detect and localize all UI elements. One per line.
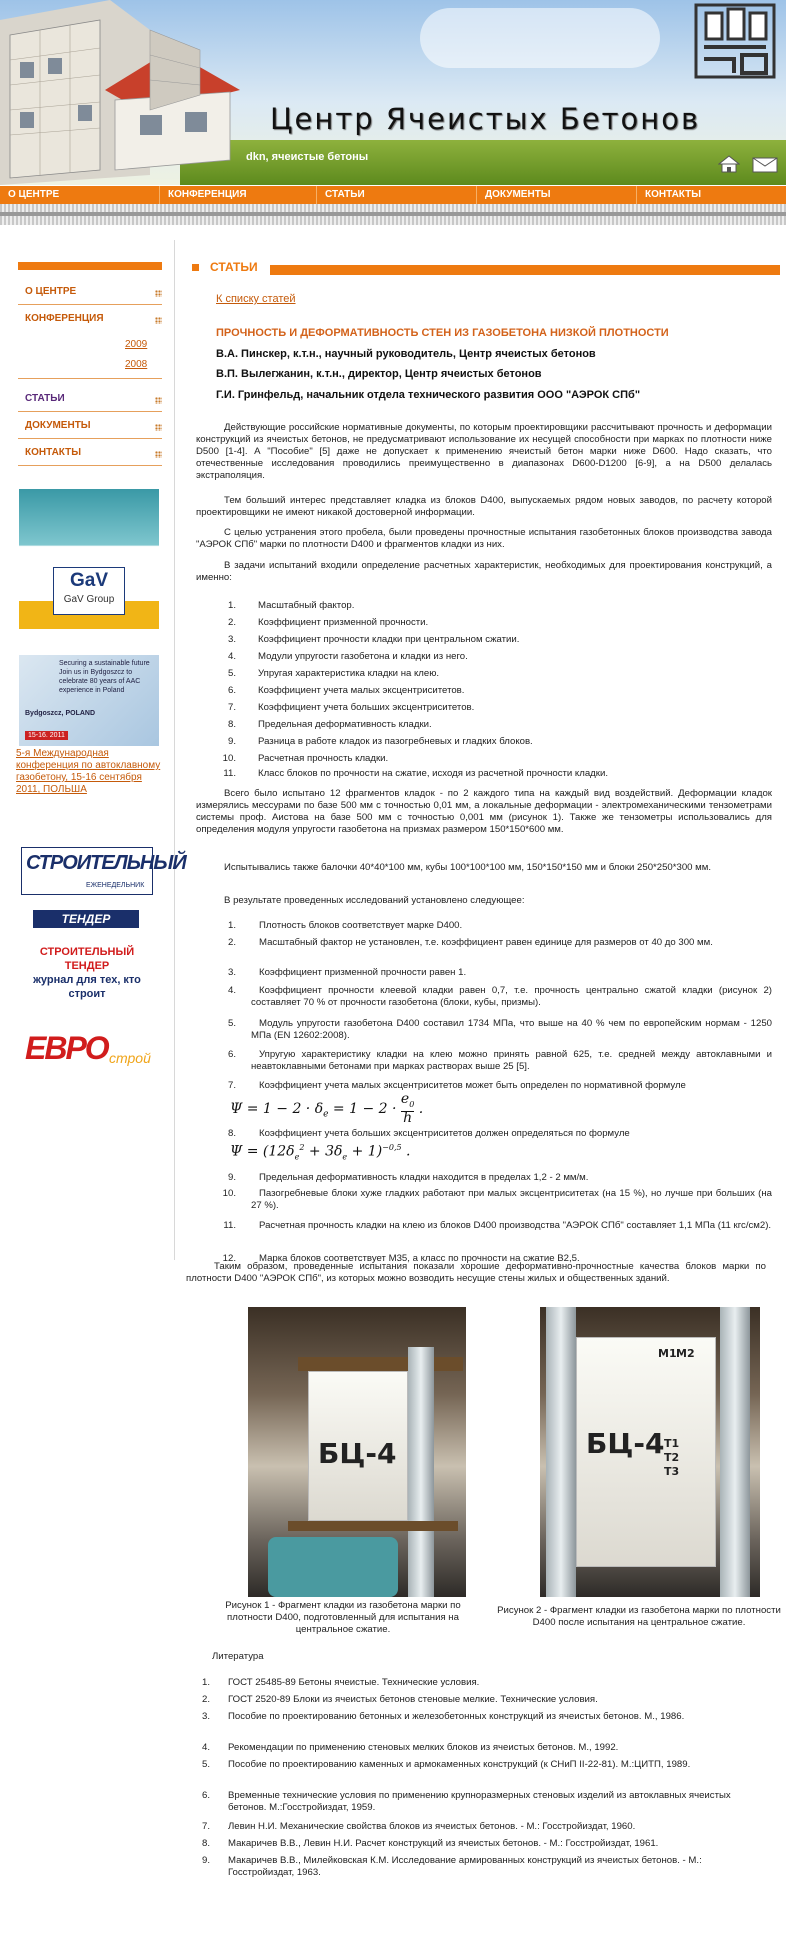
sidebar-item-conference[interactable] [18, 313, 162, 324]
press-column [546, 1307, 576, 1597]
home-icon[interactable] [718, 155, 740, 173]
gav-logo [53, 567, 125, 615]
result-item: 3. Коэффициент призменной прочности равен 1. [227, 967, 467, 978]
press-column [720, 1307, 750, 1597]
site-logo-icon [694, 3, 776, 79]
photo-mark: Т3 [664, 1465, 680, 1478]
sidebar-item-articles[interactable] [18, 393, 162, 404]
list-item: 3. Коэффициент прочности кладки при центральном сжатии. [227, 634, 520, 645]
list-item: 7. Коэффициент учета больших эксцентриситетов. [227, 702, 475, 713]
literature-title: Литература [212, 1651, 264, 1662]
list-item: 6. Коэффициент учета малых эксцентриситетов. [227, 685, 465, 696]
result-item: 1. Плотность блоков соответствует марке D400. [227, 920, 463, 931]
evrostroy-logo-word: ЕВРО [25, 1030, 108, 1066]
result-item: 8. Коэффициент учета больших эксцентриситетов должен определяться по формуле [227, 1128, 630, 1139]
photo-mark: Т1 [664, 1437, 680, 1450]
literature-item: 9. Макаричев В.В., Милейковская К.М. Исследование армированных конструкций из ячеистых бетонов. - М.: Госстройиздат, 1963. [201, 1855, 702, 1878]
tender-line-2: журнал для тех, кто строит [33, 974, 141, 1000]
section-title: СТАТЬИ [210, 260, 264, 274]
topnav-item-about[interactable]: О ЦЕНТРЕ [0, 186, 160, 204]
decorative-stripe-line [0, 212, 786, 216]
author-1: В.А. Пинскер, к.т.н., научный руководитель, Центр ячеистых бетонов [216, 348, 596, 360]
tender-line-1: СТРОИТЕЛЬНЫЙ ТЕНДЕР [39, 946, 135, 972]
site-header [0, 0, 786, 185]
photo-label: БЦ-4 [586, 1427, 665, 1460]
divider [18, 465, 162, 466]
topnav-item-contacts[interactable]: КОНТАКТЫ [645, 189, 702, 200]
literature-item: 7. Левин Н.И. Механические свойства блоков из ячеистых бетонов. - М.: Госстройиздат, 1960. [201, 1821, 636, 1832]
sidebar-item-contacts[interactable] [18, 447, 162, 458]
list-item: 8. Предельная деформативность кладки. [227, 719, 432, 730]
mail-icon[interactable] [752, 157, 778, 173]
literature-item: 2. ГОСТ 2520-89 Блоки из ячеистых бетонов стеновые мелкие. Технические условия. [201, 1694, 598, 1705]
literature-item: 4. Рекомендации по применению стеновых мелких блоков из ячеистых бетонов. М., 1992. [201, 1742, 619, 1753]
formula-small-eccentricity: $\Psi = 1 - 2 \cdot \delta_e = 1 - 2$ · $\frac{e_0}{h}$ . [230, 1091, 424, 1126]
conference-link[interactable]: 5-я Международная конференция по автоклавному газобетону, 15-16 сентября 2011, ПОЛЬША [16, 748, 161, 795]
figure-1-photo [248, 1307, 466, 1597]
list-item: 9. Разница в работе кладок из пазогребневых и гладких блоков. [227, 736, 533, 747]
paragraph-1: Действующие российские нормативные документы, по которым проектировщики рассчитывают прочность и деформации конструкций из ячеистых бетонов, не предусматривают использование их несущей способности при марках по плотности ниже D500 [1-4]. А "Пособие" [5] даже не допускает к применению ячеистый бетон марки ниже D600. Надо сказать, что отечественные исследования проводились преимущественно в диапазонах D600-D1200 [6-9], а на D500 делалась экстраполяция. [196, 422, 772, 481]
evrostroy-logo-stroy: строй [109, 1050, 151, 1066]
literature-item: 6. Временные технические условия по применению крупноразмерных стеновых изделий из автоклавных ячеистых бетонов. М.:Госстройиздат, 1959. [201, 1790, 731, 1813]
divider [18, 304, 162, 305]
dots-icon [155, 290, 162, 297]
result-item: 5. Модуль упругости газобетона D400 составил 1734 МПа, что выше на 40 % чем по европейским нормам - 1250 МПа (EN 12602:2008). [227, 1018, 772, 1041]
section-bar [270, 265, 780, 275]
photo-mark: Т2 [664, 1451, 680, 1464]
figure-2-caption: Рисунок 2 - Фрагмент кладки из газобетона марки по плотности D400 после испытания на центральное сжатие. [497, 1605, 781, 1628]
list-item: 10. Расчетная прочность кладки. [222, 753, 389, 764]
house-illustration [0, 0, 260, 185]
conference-banner-city: Bydgoszcz, POLAND [25, 710, 96, 717]
result-item: 9. Предельная деформативность кладки находится в пределах 1,2 - 2 мм/м. [227, 1172, 589, 1183]
paragraph-2: Тем больший интерес представляет кладка из блоков D400, выпускаемых рядом новых заводов, по расчету которой проектировщики не имеют никакой достоверной информации. [196, 495, 772, 518]
tender-logo[interactable]: ТЕНДЕР [33, 910, 139, 928]
photo-mark: М1 [658, 1347, 677, 1360]
stroitelny-logo-sub: ЕЖЕНЕДЕЛЬНИК [86, 882, 145, 889]
press-column [408, 1347, 434, 1597]
paragraph-7: В результате проведенных исследований установлено следующее: [224, 895, 525, 906]
divider [18, 438, 162, 439]
paragraph-5: Всего было испытано 12 фрагментов кладок - по 2 каждого типа на каждый вид воздействий. Деформации кладок измерялись мессурами по базе 500 мм с точностью 0,01 мм, а локальные деформации - электромеханическими тензометрами системы проф. Аистова на базе 500 мм с точностью 0,001 мм (рисунок 1). Также же тензометры использовались для определения модуля упругости газобетона на призмах размером 150*150*600 мм. [196, 788, 772, 835]
dots-icon [155, 317, 162, 324]
topnav-item-documents[interactable]: ДОКУМЕНТЫ [477, 186, 637, 204]
result-item: 4. Коэффициент прочности клеевой кладки равен 0,7, т.е. прочность центрально сжатой кладки (рисунок 2) составляет 70 % от прочности газобетона (блоки, кубы, призмы). [227, 985, 772, 1008]
result-item: 11. Расчетная прочность кладки на клею из блоков D400 производства "АЭРОК СПб" составляет 1,1 МПа (11 кгс/см2). [223, 1220, 772, 1231]
gav-logo-caption: GaV Group [63, 594, 115, 605]
list-item: 11. Класс блоков по прочности на сжатие, исходя из расчетной прочности кладки. [223, 768, 608, 779]
figure-1-caption: Рисунок 1 - Фрагмент кладки из газобетона марки по плотности D400, подготовленный для испытания на центральное сжатие. [225, 1600, 461, 1635]
photo-mark: М2 [676, 1347, 695, 1360]
sidebar-item-label: О ЦЕНТРЕ [25, 286, 77, 297]
sidebar-year-2009[interactable]: 2009 [125, 339, 148, 350]
photo-label: БЦ-4 [318, 1437, 397, 1470]
tasks-list [216, 597, 772, 781]
sidebar-item-label: КОНФЕРЕНЦИЯ [25, 313, 104, 324]
literature-item: 1. ГОСТ 25485-89 Бетоны ячеистые. Технические условия. [201, 1677, 480, 1688]
paragraph-8: Таким образом, проведенные испытания показали хорошие деформативно-прочностные качества блоков марки по плотности D400 "АЭРОК СПб", из которых можно возводить несущие стены жилых и общественных зданий. [186, 1261, 766, 1284]
top-navigation [0, 186, 786, 204]
sidebar-item-documents[interactable] [18, 420, 162, 431]
figure-2-photo [540, 1307, 760, 1597]
list-item: 2. Коэффициент призменной прочности. [227, 617, 429, 628]
paragraph-4: В задачи испытаний входили определение расчетных характеристик, необходимых для проектирования конструкций, а именно: [196, 560, 772, 583]
article-title: ПРОЧНОСТЬ И ДЕФОРМАТИВНОСТЬ СТЕН ИЗ ГАЗОБЕТОНА НИЗКОЙ ПЛОТНОСТИ [216, 327, 669, 339]
press-base [268, 1537, 398, 1597]
paragraph-3: С целью устранения этого пробела, были проведены прочностные испытания газобетонных блоков производства завода "АЭРОК СПб" марки по плотности D400 и фрагментов кладки из них. [196, 527, 772, 550]
press-plate [298, 1357, 463, 1371]
divider [18, 378, 162, 379]
dots-icon [155, 397, 162, 404]
literature-item: 3. Пособие по проектированию бетонных и железобетонных конструкций из ячеистых бетонов. М., 1986. [201, 1711, 685, 1722]
back-to-articles-link[interactable]: К списку статей [216, 293, 296, 305]
result-item: 7. Коэффициент учета малых эксцентриситетов может быть определен по нормативной формуле [227, 1080, 686, 1091]
site-subtitle: dkn, ячеистые бетоны [246, 151, 369, 163]
site-title: Центр Ячеистых Бетонов [270, 102, 701, 136]
press-plate [288, 1521, 458, 1531]
result-item: 12. Марка блоков соответствует М35, а класс по прочности на сжатие В2,5. [222, 1253, 580, 1264]
result-item: 10. Пазогребневые блоки хуже гладких работают при малых эксцентриситетах (на 15 %), но лучше при больших (на 27 %). [222, 1188, 772, 1211]
sidebar-year-2008[interactable]: 2008 [125, 359, 148, 370]
divider [18, 411, 162, 412]
sidebar-item-label: ДОКУМЕНТЫ [25, 420, 91, 431]
conference-banner[interactable] [19, 655, 159, 746]
literature-item: 5. Пособие по проектированию каменных и армокаменных конструкций (к СНиП II-22-81). М.:ЦИТП, 1989. [201, 1759, 691, 1770]
paragraph-6: Испытывались также балочки 40*40*100 мм, кубы 100*100*100 мм, 150*150*150 мм и блоки 250*250*300 мм. [224, 862, 712, 873]
list-item: 1. Масштабный фактор. [227, 600, 355, 611]
gav-group-banner[interactable] [19, 489, 159, 629]
conference-banner-dates: 15-16. 2011 [25, 731, 68, 740]
evrostroy-banner[interactable] [25, 1030, 157, 1068]
result-item: 2. Масштабный фактор не установлен, т.е. коэффициент равен единице для размеров от 40 до 300 мм. [227, 937, 713, 948]
dots-icon [155, 424, 162, 431]
section-square-icon [192, 264, 199, 271]
conference-banner-text: Securing a sustainable future Join us in Bydgoszcz to celebrate 80 years of AAC experience in Poland [59, 660, 150, 694]
list-item: 5. Упругая характеристика кладки на клею. [227, 668, 440, 679]
sidebar-item-about[interactable] [18, 286, 162, 297]
stroitelny-logo-text: СТРОИТЕЛЬНЫЙ [26, 852, 186, 874]
tender-banner-text[interactable] [20, 945, 154, 1001]
sidebar-item-label: СТАТЬИ [25, 393, 65, 404]
literature-item: 8. Макаричев В.В., Левин Н.И. Расчет конструкций из ячеистых бетонов. - М.: Госстройиздат, 1961. [201, 1838, 659, 1849]
header-cloud [420, 8, 660, 68]
result-item: 6. Упругую характеристику кладки на клею можно принять равной 625, т.е. средней между автоклавными и неавтоклавными бетонами при марках растворах выше 25 [5]. [227, 1049, 772, 1072]
sidebar-item-label: КОНТАКТЫ [25, 447, 82, 458]
author-3: Г.И. Гринфельд, начальник отдела технического развития ООО "АЭРОК СПб" [216, 389, 641, 401]
stroitelny-banner[interactable] [21, 847, 186, 895]
list-item: 4. Модули упругости газобетона и кладки из него. [227, 651, 468, 662]
formula-large-eccentricity: $\Psi = (12\delta_e^2 + 3\delta_e + 1)^{-0,5}$ . [230, 1143, 411, 1162]
author-2: В.П. Вылегжанин, к.т.н., директор, Центр ячеистых бетонов [216, 368, 542, 380]
topnav-item-articles[interactable]: СТАТЬИ [317, 186, 477, 204]
topnav-item-conference[interactable]: КОНФЕРЕНЦИЯ [160, 186, 317, 204]
dots-icon [155, 451, 162, 458]
gav-logo-name: GaV [69, 570, 109, 591]
sidebar-top-bar [18, 262, 162, 270]
